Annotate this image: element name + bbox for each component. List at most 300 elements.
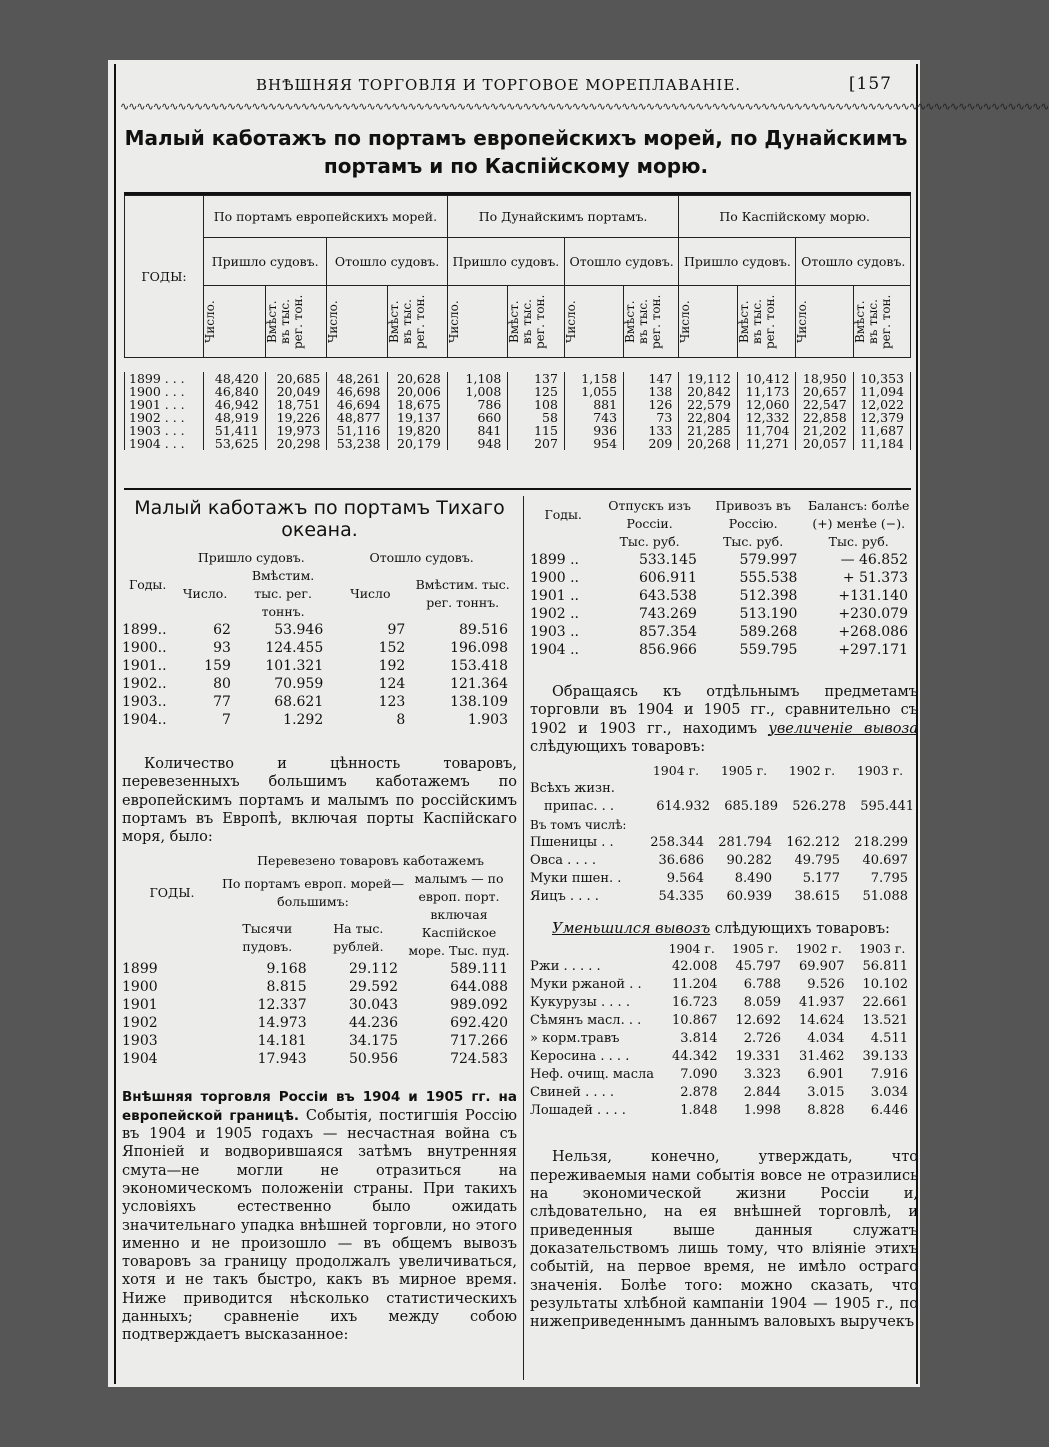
right-column xyxy=(530,497,918,1331)
foreign-trade-body: Событія, постигшія Россію въ 1904 и 1905 годахъ — несчастная война съ Японіей и водворившаяся затѣмъ внутренняя смута—не могли не отразиться на экономическомъ положеніи страны. При такихъ условіяхъ естественно было ожидать значительнаго упадка внѣшней торговли, но этого именно и не произошло — въ общемъ вывозъ товаровъ за границу продолжалъ увеличиваться, хотя и не такъ быстро, какъ въ мирное время. Ниже приводится нѣсколько статистическихъ данныхъ; сравненіе ихъ между собою подтверждаетъ высказанное: xyxy=(122,1107,517,1344)
sub-header: Отошло судовъ. xyxy=(327,238,447,286)
cell-value: 125 xyxy=(508,385,565,398)
cell-value: 258.344 xyxy=(650,835,704,851)
row-label: 1903 . . . xyxy=(125,424,204,437)
cell-value: 115 xyxy=(508,424,565,437)
cell-value: 138.109 xyxy=(450,694,508,710)
cell-value: 717.266 xyxy=(450,1033,508,1050)
cell-value: 40.697 xyxy=(862,853,908,869)
cell-value: 124 xyxy=(378,676,406,692)
col-header: Вмѣст. въ тыс. рег. тон. xyxy=(387,286,447,358)
cell-value: 133 xyxy=(624,424,679,437)
table-row xyxy=(122,1050,514,1068)
year-header: 1902 г. xyxy=(795,941,842,957)
row-label: 1900 . . . xyxy=(125,385,204,398)
all-food-label: Всѣхъ жизн. xyxy=(530,781,615,797)
cell-value: 8.815 xyxy=(266,979,307,996)
running-header xyxy=(120,72,910,98)
row-label: Лошадей . . . . xyxy=(530,1103,626,1119)
table-row xyxy=(530,1102,914,1120)
table-row xyxy=(530,1012,914,1030)
cell-value: 147 xyxy=(624,372,679,385)
cell-value: 606.911 xyxy=(638,570,697,586)
table-row xyxy=(122,978,514,996)
cell-value: 512.398 xyxy=(739,588,798,604)
table-row xyxy=(122,996,514,1014)
paragraph-decrease xyxy=(530,920,918,938)
value: 614.932 xyxy=(656,799,710,815)
incl-label: Въ томъ числѣ: xyxy=(530,818,627,833)
year-header: 1904 г. xyxy=(652,763,700,779)
row-label: Овса . . . . xyxy=(530,853,597,869)
row-label: 1899 . . . xyxy=(125,372,204,385)
cargo-c3: малымъ — по европ. порт. включая Каспійское море. Тыс. пуд. xyxy=(408,871,510,959)
cell-value: 19.331 xyxy=(735,1049,781,1065)
row-label: Муки ржаной . . xyxy=(530,977,642,993)
cell-value: 13.521 xyxy=(862,1013,908,1029)
cell-value: 68.621 xyxy=(274,694,324,710)
cell-value: 36.686 xyxy=(658,853,704,869)
cell-value: 20,628 xyxy=(387,372,447,385)
paragraph-foreign-trade xyxy=(122,1088,517,1344)
cell-value: 53,625 xyxy=(204,437,266,450)
cell-value: 743 xyxy=(564,411,623,424)
row-label: Кукурузы . . . . xyxy=(530,995,630,1011)
cell-value: 7.795 xyxy=(870,871,908,887)
cell-value: 22,804 xyxy=(679,411,738,424)
cell-value: 6.901 xyxy=(807,1067,845,1083)
year-header: 1902 г. xyxy=(788,763,836,779)
cell-value: 62 xyxy=(213,622,231,638)
table-row xyxy=(530,551,914,569)
cell-value: 196.098 xyxy=(450,640,508,656)
cell-value: 643.538 xyxy=(638,588,697,604)
pacific-title: Малый каботажъ по портамъ Тихаго океана. xyxy=(134,497,505,541)
balance-exp: Отпускъ изъ Россіи. xyxy=(608,498,691,531)
cell-value: 48,877 xyxy=(327,411,387,424)
sub-header: Отошло судовъ. xyxy=(564,238,678,286)
cell-value: 11,173 xyxy=(737,385,796,398)
row-label: 1902 .. xyxy=(530,606,579,622)
years-header: ГОДЫ: xyxy=(125,196,204,358)
cell-value: +297.171 xyxy=(838,642,908,658)
cell-value: 51,411 xyxy=(204,424,266,437)
cell-value: 660 xyxy=(447,411,508,424)
cell-value: 3.015 xyxy=(807,1085,845,1101)
cargo-c1: Тысячи пудовъ. xyxy=(242,920,293,954)
cell-value: 18,950 xyxy=(796,372,853,385)
cell-value: 948 xyxy=(447,437,508,450)
cargo-group: По портамъ европ. морей—большимъ: xyxy=(222,875,404,909)
cell-value: 90.282 xyxy=(726,853,772,869)
cell-value: 10.867 xyxy=(672,1013,718,1029)
cell-value: 46,942 xyxy=(204,398,266,411)
page-number: [157 xyxy=(848,74,892,94)
cell-value: 21,202 xyxy=(796,424,853,437)
table-row xyxy=(530,852,914,870)
table-row xyxy=(530,976,914,994)
cell-value: 48,261 xyxy=(327,372,387,385)
table-row xyxy=(530,623,914,641)
table-row xyxy=(125,398,911,411)
cell-value: 22,858 xyxy=(796,411,853,424)
row-label: 1903.. xyxy=(122,694,167,710)
cell-value: 93 xyxy=(213,640,231,656)
col-header: Вмѣст. въ тыс. рег. тон. xyxy=(265,286,327,358)
pacific-num: Число xyxy=(350,586,391,601)
table-row xyxy=(530,994,914,1012)
cell-value: 50.956 xyxy=(349,1051,398,1068)
decrease-emphasis: Уменьшился вывозъ xyxy=(552,921,711,938)
cell-value: 18,675 xyxy=(387,398,447,411)
table-row xyxy=(530,1084,914,1102)
table-row xyxy=(530,1066,914,1084)
col-header: Число. xyxy=(327,286,387,358)
cell-value: 954 xyxy=(564,437,623,450)
cell-value: 49.795 xyxy=(794,853,840,869)
table-row xyxy=(122,960,514,978)
cell-value: — 46.852 xyxy=(840,552,908,568)
cell-value: 989.092 xyxy=(450,997,508,1014)
running-title: ВНѢШНЯЯ ТОРГОВЛЯ И ТОРГОВОЕ МОРЕПЛАВАНІЕ. xyxy=(256,76,742,94)
cell-value: 14.973 xyxy=(257,1015,307,1032)
decrease-text: слѣдующихъ товаровъ: xyxy=(714,921,890,938)
row-label: 1900 xyxy=(122,979,158,996)
row-label: Пшеницы . . xyxy=(530,835,614,851)
table-row xyxy=(122,621,514,639)
cell-value: 644.088 xyxy=(450,979,508,996)
year-header: 1905 г. xyxy=(720,763,768,779)
row-label: 1902.. xyxy=(122,676,167,692)
cell-value: 46,694 xyxy=(327,398,387,411)
cell-value: 724.583 xyxy=(450,1051,508,1068)
row-label: 1904 .. xyxy=(530,642,579,658)
sub-header: Пришло судовъ. xyxy=(679,238,796,286)
cell-value: 51,116 xyxy=(327,424,387,437)
table-row xyxy=(530,641,914,659)
cell-value: 2.726 xyxy=(743,1031,781,1047)
increase-text-a: Обращаясь къ отдѣльнымъ предметамъ торговли въ 1904 и 1905 гг., сравнительно съ 1902 и 1903 гг., находимъ xyxy=(530,684,918,737)
cell-value: 7.916 xyxy=(870,1067,908,1083)
cell-value: 10,412 xyxy=(737,372,796,385)
paragraph-cargo: Количество и цѣнность товаровъ, перевезенныхъ большимъ каботажемъ по европейскимъ портамъ и малымъ по россійскимъ портамъ въ Европѣ, включая порты Каспійскаго моря, было: xyxy=(122,756,517,846)
cell-value: 44.342 xyxy=(672,1049,718,1065)
cell-value: 137 xyxy=(508,372,565,385)
cell-value: 19,112 xyxy=(679,372,738,385)
cabotage-table xyxy=(124,195,911,450)
cell-value: 126 xyxy=(624,398,679,411)
value: 526.278 xyxy=(792,799,846,815)
group-header: По портамъ европейскихъ морей. xyxy=(204,196,448,238)
table-row xyxy=(125,424,911,437)
cell-value: 192 xyxy=(378,658,406,674)
unit: Тыс. руб. xyxy=(619,534,680,549)
row-label: Яицъ . . . . xyxy=(530,889,599,905)
table-row xyxy=(530,1048,914,1066)
cargo-c2: На тыс. рублей. xyxy=(333,920,384,954)
cell-value: 20,006 xyxy=(387,385,447,398)
cell-value: 579.997 xyxy=(739,552,798,568)
paragraph-conclusion: Нельзя, конечно, утверждать, что переживаемыя нами событія вовсе не отразились на экономической жизни Россіи и, слѣдовательно, на ея внѣшней торговлѣ, и приведенныя выше данныя служатъ доказательствомъ лишь тому, что вліяніе этихъ событій, на первое время, не имѣло остраго значенія. Болѣе того: можно сказать, что результаты хлѣбной кампаніи 1904 — 1905 г., по нижеприведеннымъ даннымъ валовыхъ выручекъ xyxy=(530,1149,918,1331)
cell-value: 29.592 xyxy=(349,979,398,996)
year-header: 1903 г. xyxy=(859,941,906,957)
cell-value: 6.446 xyxy=(870,1103,908,1119)
cell-value: 53.946 xyxy=(274,622,324,638)
cargo-top: Перевезено товаровъ каботажемъ xyxy=(257,853,484,869)
year-header: 1904 г. xyxy=(668,941,715,957)
cell-value: 48,919 xyxy=(204,411,266,424)
cell-value: 19,137 xyxy=(387,411,447,424)
cell-value: 46,840 xyxy=(204,385,266,398)
cell-value: 80 xyxy=(213,676,231,692)
cell-value: 20,268 xyxy=(679,437,738,450)
row-label: 1901 xyxy=(122,997,158,1014)
increase-text-b: слѣдующихъ товаровъ: xyxy=(530,738,706,755)
cell-value: 1,108 xyxy=(447,372,508,385)
pacific-cap: Вмѣстим. тыс. рег. тоннъ. xyxy=(251,568,315,619)
table-row xyxy=(122,693,514,711)
cell-value: 20,657 xyxy=(796,385,853,398)
cell-value: 533.145 xyxy=(638,552,697,568)
pacific-arrived: Пришло судовъ. xyxy=(197,550,305,565)
sub-header: Пришло судовъ. xyxy=(447,238,564,286)
cell-value: 17.943 xyxy=(257,1051,307,1068)
cell-value: 9.168 xyxy=(266,961,307,978)
col-header: Число. xyxy=(679,286,738,358)
sub-header: Отошло судовъ. xyxy=(796,238,911,286)
row-label: Сѣмянъ масл. . . xyxy=(530,1013,642,1029)
group-header: По Каспійскому морю. xyxy=(679,196,911,238)
cell-value: 1.848 xyxy=(680,1103,718,1119)
cell-value: 2.844 xyxy=(743,1085,781,1101)
cell-value: 11,687 xyxy=(853,424,910,437)
row-label: 1901 . . . xyxy=(125,398,204,411)
cell-value: 45.797 xyxy=(735,959,781,975)
balance-bal: Балансъ: болѣе (+) менѣе (−). xyxy=(807,498,910,531)
year-header: 1905 г. xyxy=(732,941,779,957)
cell-value: 1,008 xyxy=(447,385,508,398)
table-row xyxy=(530,1030,914,1048)
col-header: Вмѣст. въ тыс. рег. тон. xyxy=(624,286,679,358)
cell-value: 1.903 xyxy=(467,712,508,728)
row-label: Свиней . . . . xyxy=(530,1085,615,1101)
table-row xyxy=(122,1032,514,1050)
cell-value: 786 xyxy=(447,398,508,411)
row-label: 1901.. xyxy=(122,658,167,674)
table-bottom-rule xyxy=(124,488,911,490)
row-label: 1903 .. xyxy=(530,624,579,640)
row-label: 1899 xyxy=(122,961,158,978)
row-label: 1899.. xyxy=(122,622,167,638)
cell-value: 12,022 xyxy=(853,398,910,411)
row-label: 1904 . . . xyxy=(125,437,204,450)
row-label: 1904.. xyxy=(122,712,167,728)
cell-value: 19,973 xyxy=(265,424,327,437)
cell-value: 101.321 xyxy=(265,658,324,674)
cell-value: 881 xyxy=(564,398,623,411)
cell-value: 22,547 xyxy=(796,398,853,411)
balance-imp: Привозъ въ Россію. xyxy=(715,498,791,531)
cell-value: 73 xyxy=(624,411,679,424)
cell-value: 46,698 xyxy=(327,385,387,398)
balance-table xyxy=(530,497,914,659)
table-row xyxy=(125,385,911,398)
cell-value: 281.794 xyxy=(718,835,772,851)
table-row xyxy=(530,587,914,605)
cell-value: 7 xyxy=(221,712,231,728)
col-header: Число. xyxy=(204,286,266,358)
table-row xyxy=(122,711,514,729)
cell-value: 42.008 xyxy=(672,959,718,975)
cell-value: 3.034 xyxy=(870,1085,908,1101)
cell-value: 207 xyxy=(508,437,565,450)
table-row xyxy=(122,1014,514,1032)
cell-value: 8 xyxy=(396,712,406,728)
table-row xyxy=(530,870,914,888)
col-header: Вмѣст. въ тыс. рег. тон. xyxy=(737,286,796,358)
cell-value: 12.692 xyxy=(735,1013,781,1029)
row-label: 1900 .. xyxy=(530,570,579,586)
table-row xyxy=(125,437,911,450)
cell-value: 159 xyxy=(204,658,231,674)
year-header: 1903 г. xyxy=(856,763,904,779)
row-label: 1903 xyxy=(122,1033,158,1050)
cell-value: 20,685 xyxy=(265,372,327,385)
cell-value: 38.615 xyxy=(794,889,840,905)
cell-value: 108 xyxy=(508,398,565,411)
cell-value: 123 xyxy=(378,694,406,710)
row-label: Неф. очищ. масла xyxy=(530,1067,655,1083)
table-row xyxy=(530,834,914,852)
cell-value: 1,158 xyxy=(564,372,623,385)
cell-value: 18,751 xyxy=(265,398,327,411)
unit: Тыс. руб. xyxy=(723,534,784,549)
pacific-cap: Вмѣстим. тыс. рег. тоннъ. xyxy=(415,577,510,610)
foreign-trade-heading: Внѣшняя торговля Россіи въ 1904 и 1905 гг. на европейской границѣ. xyxy=(122,1089,517,1124)
table-row xyxy=(530,605,914,623)
cell-value: 152 xyxy=(378,640,406,656)
cell-value: 20,298 xyxy=(265,437,327,450)
cell-value: +131.140 xyxy=(838,588,908,604)
cell-value: 5.177 xyxy=(802,871,840,887)
value: 685.189 xyxy=(724,799,778,815)
cell-value: 589.268 xyxy=(739,624,798,640)
cell-value: 60.939 xyxy=(726,889,772,905)
table-row xyxy=(125,411,911,424)
row-label: 1899 .. xyxy=(530,552,579,568)
cell-value: 22,579 xyxy=(679,398,738,411)
cell-value: 11,184 xyxy=(853,437,910,450)
cell-value: 58 xyxy=(508,411,565,424)
cell-value: 11,094 xyxy=(853,385,910,398)
cell-value: 12.337 xyxy=(257,997,307,1014)
pacific-years: Годы. xyxy=(128,577,167,592)
cell-value: 77 xyxy=(213,694,231,710)
cell-value: 856.966 xyxy=(638,642,697,658)
cell-value: 10,353 xyxy=(853,372,910,385)
cell-value: 12,379 xyxy=(853,411,910,424)
cell-value: +230.079 xyxy=(838,606,908,622)
cell-value: 3.323 xyxy=(743,1067,781,1083)
table-row xyxy=(122,657,514,675)
cell-value: 209 xyxy=(624,437,679,450)
cell-value: 8.828 xyxy=(807,1103,845,1119)
cell-value: 218.299 xyxy=(854,835,908,851)
table-row xyxy=(530,569,914,587)
cell-value: 162.212 xyxy=(786,835,840,851)
cell-value: 4.034 xyxy=(807,1031,845,1047)
cell-value: 22.661 xyxy=(862,995,908,1011)
cell-value: 44.236 xyxy=(349,1015,398,1032)
left-column xyxy=(122,497,517,1345)
cell-value: 4.511 xyxy=(870,1031,908,1047)
cell-value: 89.516 xyxy=(459,622,508,638)
cell-value: 12,332 xyxy=(737,411,796,424)
cell-value: 6.788 xyxy=(743,977,781,993)
row-label: » корм.травъ xyxy=(530,1031,620,1047)
cell-value: 39.133 xyxy=(862,1049,908,1065)
pacific-departed: Отошло судовъ. xyxy=(369,550,474,565)
cell-value: 1.998 xyxy=(743,1103,781,1119)
table-row xyxy=(122,675,514,693)
cell-value: 513.190 xyxy=(739,606,798,622)
cargo-years: ГОДЫ. xyxy=(149,884,195,900)
cell-value: 1.292 xyxy=(283,712,324,728)
cell-value: +268.086 xyxy=(838,624,908,640)
pacific-table xyxy=(122,549,514,729)
row-label: 1900.. xyxy=(122,640,167,656)
cell-value: 9.564 xyxy=(666,871,704,887)
cell-value: 10.102 xyxy=(862,977,908,993)
cell-value: 70.959 xyxy=(274,676,324,692)
cell-value: 34.175 xyxy=(349,1033,398,1050)
cell-value: + 51.373 xyxy=(842,570,908,586)
cargo-table xyxy=(122,852,514,1068)
cell-value: 54.335 xyxy=(658,889,704,905)
cell-value: 12,060 xyxy=(737,398,796,411)
cell-value: 9.526 xyxy=(807,977,845,993)
row-label: 1902 . . . xyxy=(125,411,204,424)
cell-value: 153.418 xyxy=(450,658,508,674)
increase-table xyxy=(530,762,914,906)
cell-value: 743.269 xyxy=(638,606,697,622)
cell-value: 8.059 xyxy=(743,995,781,1011)
cell-value: 11,271 xyxy=(737,437,796,450)
paragraph-increase xyxy=(530,683,918,756)
col-header: Вмѣст. въ тыс. рег. тон. xyxy=(508,286,565,358)
cell-value: 11,704 xyxy=(737,424,796,437)
cell-value: 589.111 xyxy=(450,961,508,978)
unit: Тыс. руб. xyxy=(828,534,889,549)
cell-value: 8.490 xyxy=(734,871,772,887)
col-header: Вмѣст. въ тыс. рег. тон. xyxy=(853,286,910,358)
row-label: 1904 xyxy=(122,1051,158,1068)
col-header: Число. xyxy=(447,286,508,358)
cell-value: 11.204 xyxy=(672,977,718,993)
row-label: Ржи . . . . . xyxy=(530,959,601,975)
cell-value: 20,057 xyxy=(796,437,853,450)
cell-value: 14.624 xyxy=(799,1013,845,1029)
col-header: Число. xyxy=(796,286,853,358)
pacific-num: Число. xyxy=(182,586,228,601)
cell-value: 48,420 xyxy=(204,372,266,385)
cell-value: 29.112 xyxy=(349,961,398,978)
cell-value: 20,842 xyxy=(679,385,738,398)
wavy-divider: ∿∿∿∿∿∿∿∿∿∿∿∿∿∿∿∿∿∿∿∿∿∿∿∿∿∿∿∿∿∿∿∿∿∿∿∿∿∿∿∿∿∿∿∿∿∿∿∿∿∿∿∿∿∿∿∿∿∿∿∿∿∿∿∿∿∿∿∿∿∿∿∿∿∿∿∿∿∿∿∿∿∿∿∿∿∿∿∿∿∿∿∿∿∿∿∿∿∿∿∿∿∿∿∿∿∿∿∿∿∿∿∿∿ xyxy=(120,100,1049,113)
table-row xyxy=(125,372,911,385)
cell-value: 41.937 xyxy=(799,995,845,1011)
column-divider xyxy=(523,496,524,1380)
